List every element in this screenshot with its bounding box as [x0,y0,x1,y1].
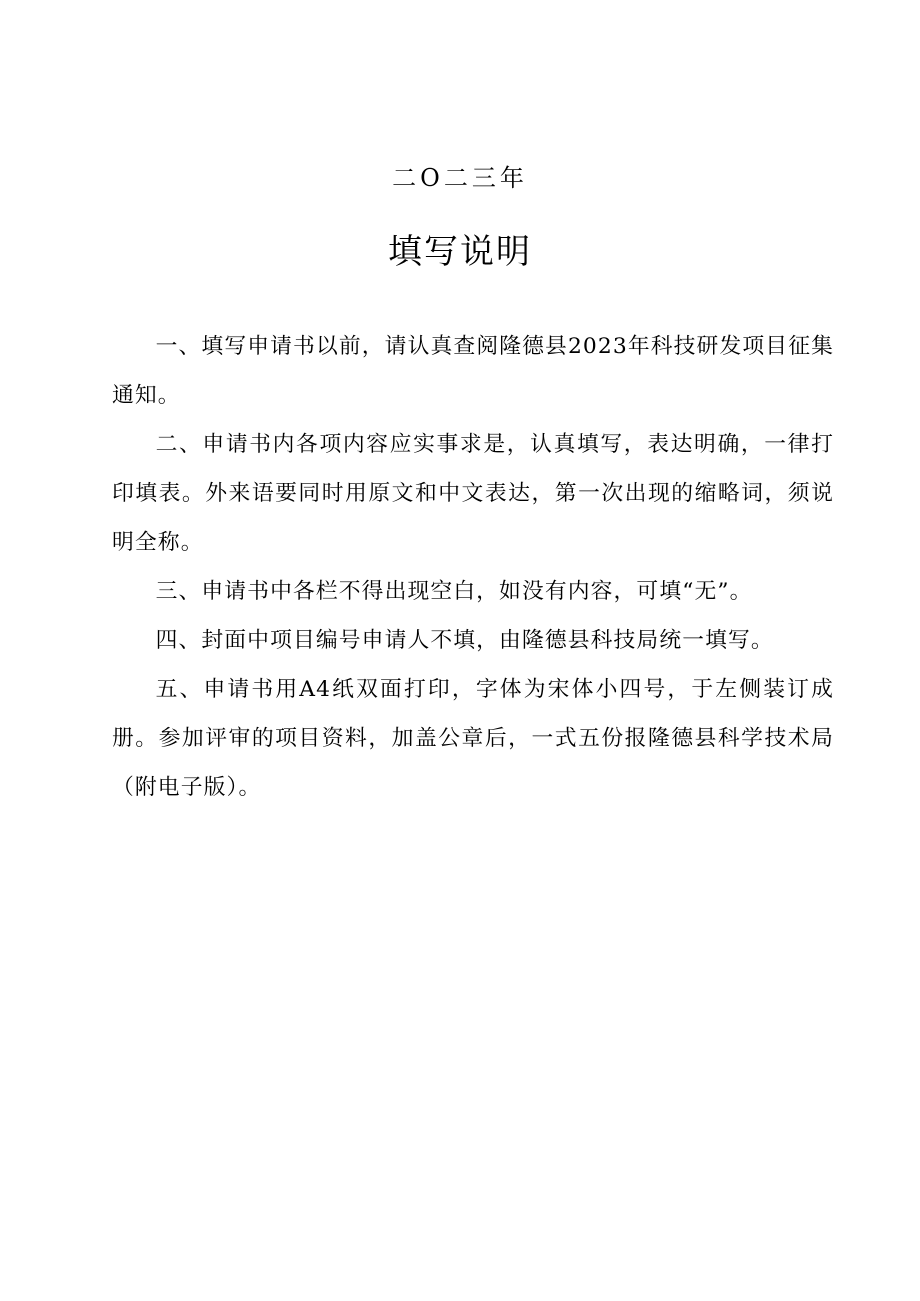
instruction-item-4: 四、封面中项目编号申请人不填，由隆德县科技局统一填写。 [155,628,774,653]
instruction-item-2: 二、申请书内各项内容应实事求是，认真填写，表达明确，一律打印填表。外来语要同时用原文和中文表达，第一次出现的缩略词，须说明全称。 [112,432,834,555]
instruction-item-5: 五、申请书用A4纸双面打印，字体为宋体小四号，于左侧装订成册。参加评审的项目资料，加盖公章后，一式五份报隆德县科学技术局（附电子版）。 [112,677,834,800]
instruction-item-3: 三、申请书中各栏不得出现空白，如没有内容，可填“无”。 [155,579,753,604]
year-line: 二O二三年 [392,164,528,192]
instructions-body [112,322,834,812]
page-title: 填写说明 [388,232,532,272]
instruction-item-1: 一、填写申请书以前，请认真查阅隆德县2023年科技研发项目征集通知。 [112,334,834,408]
